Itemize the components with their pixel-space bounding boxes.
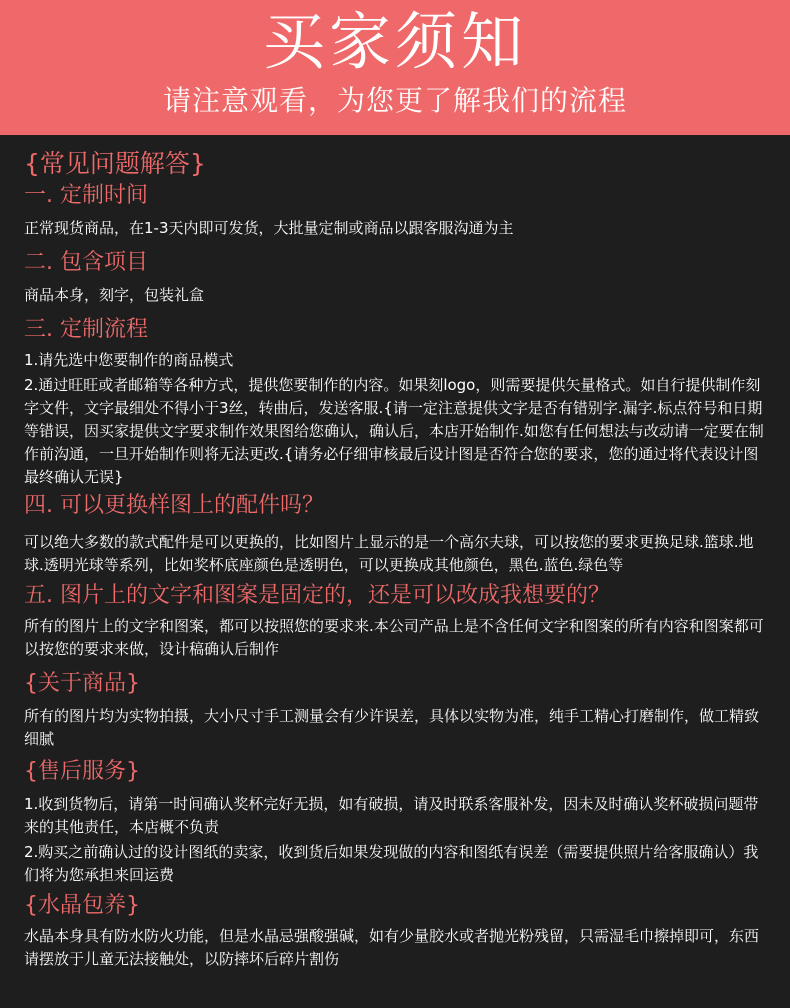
section-heading-custom-process: 三. 定制流程 [24, 317, 148, 342]
crystal-care-heading: {水晶包养} [24, 893, 140, 918]
page-subtitle: 请注意观看，为您更了解我们的流程 [162, 84, 627, 117]
section-text-replace-parts: 可以绝大多数的款式配件是可以更换的，比如图片上显示的是一个高尔夫球，可以按您的要求更换足球.篮球.地球.透明光球等系列，比如奖杯底座颜色是透明色，可以更换成其他颜色，黑色.蓝色.绿色等 [24, 533, 754, 574]
section-text-text-pattern: 所有的图片上的文字和图案，都可以按照您的要求来.本公司产品上是不含任何文字和图案的所有内容和图案都可以按您的要求来做，设计稿确认后制作 [24, 617, 764, 658]
content-area [0, 135, 790, 971]
crystal-care-text: 水晶本身具有防水防火功能，但是水晶忌强酸强碱，如有少量胶水或者抛光粉残留，只需湿毛巾擦掉即可，东西请摆放于儿童无法接触处，以防摔坏后碎片割伤 [24, 927, 760, 968]
section-heading-text-pattern: 五. 图片上的文字和图案是固定的，还是可以改成我想要的？ [24, 583, 610, 608]
about-product-heading: {关于商品} [24, 671, 140, 696]
section-text-included-items: 商品本身，刻字，包装礼盒 [24, 286, 205, 304]
after-sales-text-1: 1.收到货物后，请第一时间确认奖杯完好无损，如有破损，请及时联系客服补发，因未及时确认奖杯破损问题带来的其他责任，本店概不负责 [24, 795, 759, 836]
after-sales-heading: {售后服务} [24, 759, 140, 784]
faq-heading: {常见问题解答} [24, 149, 206, 178]
section-text-process-step1: 1.请先选中您要制作的商品模式 [24, 351, 234, 369]
section-text-custom-time: 正常现货商品，在1-3天内即可发货，大批量定制或商品以跟客服沟通为主 [24, 219, 514, 237]
header-banner [0, 0, 790, 135]
section-text-process-step2: 2.通过旺旺或者邮箱等各种方式，提供您要制作的内容。如果刻logo，则需要提供矢量格式。如自行提供制作刻字文件，文字最细处不得小于3丝，转曲后，发送客服.{请一定注意提供文字是否有错别字.漏字.标点符号和日期等错误，因买家提供文字要求制作效果图给您确认，确认后，本店开始制作.如您有任何想法与改动请一定要在制作前沟通，一旦开始制作则将无法更改.{请务必仔细审核最后设计图是否符合您的要求，您的通过将代表设计图最终确认无误} [24, 376, 764, 486]
section-heading-custom-time: 一. 定制时间 [24, 183, 148, 208]
about-product-text: 所有的图片均为实物拍摄，大小尺寸手工测量会有少许误差，具体以实物为准，纯手工精心打磨制作，做工精致细腻 [24, 707, 760, 748]
section-heading-included-items: 二. 包含项目 [24, 250, 148, 275]
section-heading-replace-parts: 四. 可以更换样图上的配件吗？ [24, 493, 324, 518]
after-sales-text-2: 2.购买之前确认过的设计图纸的卖家，收到货后如果发现做的内容和图纸有误差（需要提供照片给客服确认）我们将为您承担来回运费 [24, 843, 759, 884]
page-title: 买家须知 [262, 5, 527, 78]
